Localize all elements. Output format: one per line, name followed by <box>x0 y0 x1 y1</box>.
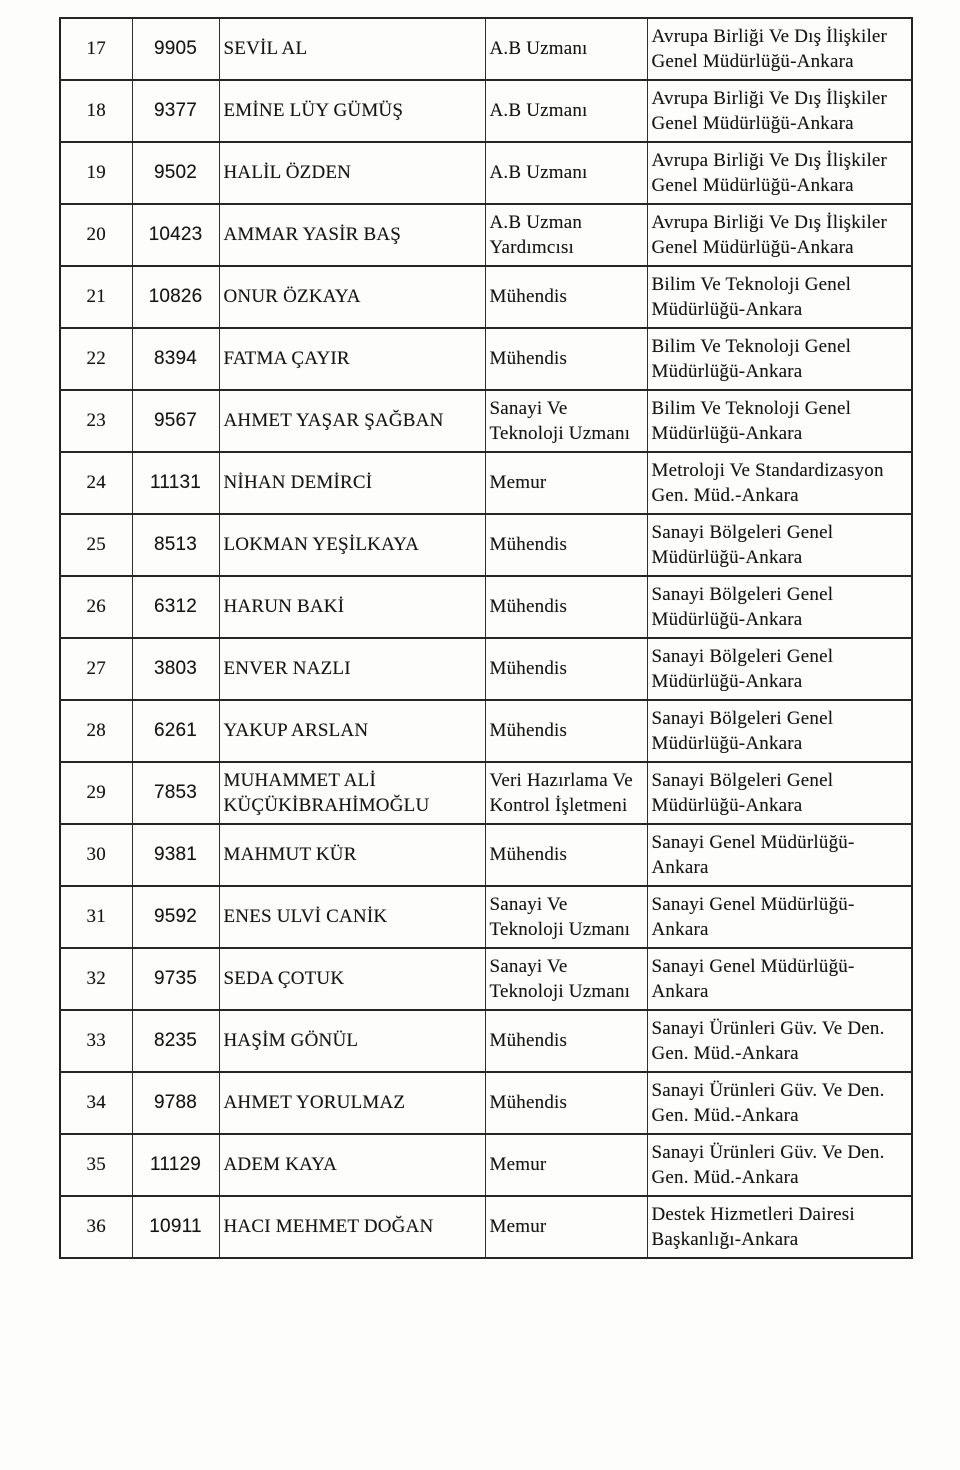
table-row <box>60 328 912 390</box>
cell-registry-number: 9735 <box>132 948 219 1010</box>
cell-department: Sanayi Bölgeleri Genel Müdürlüğü-Ankara <box>647 762 912 824</box>
cell-person-name: SEVİL AL <box>219 18 485 80</box>
table-row <box>60 204 912 266</box>
table-row <box>60 142 912 204</box>
cell-row-number: 19 <box>60 142 132 204</box>
cell-job-title: Mühendis <box>485 638 647 700</box>
table-row <box>60 762 912 824</box>
table-row <box>60 452 912 514</box>
cell-row-number: 30 <box>60 824 132 886</box>
table-row <box>60 638 912 700</box>
cell-row-number: 31 <box>60 886 132 948</box>
cell-department: Sanayi Bölgeleri Genel Müdürlüğü-Ankara <box>647 638 912 700</box>
cell-person-name: LOKMAN YEŞİLKAYA <box>219 514 485 576</box>
cell-job-title: Sanayi Ve Teknoloji Uzmanı <box>485 390 647 452</box>
table-row <box>60 886 912 948</box>
table-row <box>60 576 912 638</box>
cell-registry-number: 9502 <box>132 142 219 204</box>
table-row <box>60 1072 912 1134</box>
cell-job-title: Mühendis <box>485 576 647 638</box>
cell-registry-number: 10911 <box>132 1196 219 1258</box>
table-row <box>60 514 912 576</box>
cell-row-number: 17 <box>60 18 132 80</box>
cell-job-title: Memur <box>485 1134 647 1196</box>
cell-person-name: MAHMUT KÜR <box>219 824 485 886</box>
cell-row-number: 24 <box>60 452 132 514</box>
cell-registry-number: 7853 <box>132 762 219 824</box>
cell-department: Sanayi Genel Müdürlüğü-Ankara <box>647 886 912 948</box>
cell-department: Sanayi Ürünleri Güv. Ve Den. Gen. Müd.-Ankara <box>647 1072 912 1134</box>
cell-person-name: ADEM KAYA <box>219 1134 485 1196</box>
cell-registry-number: 9788 <box>132 1072 219 1134</box>
table-row <box>60 1196 912 1258</box>
cell-person-name: HACI MEHMET DOĞAN <box>219 1196 485 1258</box>
cell-job-title: Memur <box>485 452 647 514</box>
cell-department: Sanayi Bölgeleri Genel Müdürlüğü-Ankara <box>647 514 912 576</box>
cell-row-number: 21 <box>60 266 132 328</box>
cell-registry-number: 6261 <box>132 700 219 762</box>
cell-department: Sanayi Bölgeleri Genel Müdürlüğü-Ankara <box>647 700 912 762</box>
table-row <box>60 700 912 762</box>
cell-person-name: AHMET YAŞAR ŞAĞBAN <box>219 390 485 452</box>
cell-row-number: 27 <box>60 638 132 700</box>
table-row <box>60 80 912 142</box>
cell-registry-number: 8394 <box>132 328 219 390</box>
cell-person-name: HAŞİM GÖNÜL <box>219 1010 485 1072</box>
cell-person-name: MUHAMMET ALİ KÜÇÜKİBRAHİMOĞLU <box>219 762 485 824</box>
cell-job-title: Mühendis <box>485 824 647 886</box>
cell-department: Sanayi Genel Müdürlüğü-Ankara <box>647 824 912 886</box>
cell-department: Metroloji Ve Standardizasyon Gen. Müd.-Ankara <box>647 452 912 514</box>
cell-person-name: NİHAN DEMİRCİ <box>219 452 485 514</box>
cell-job-title: A.B Uzmanı <box>485 80 647 142</box>
cell-department: Avrupa Birliği Ve Dış İlişkiler Genel Müdürlüğü-Ankara <box>647 204 912 266</box>
cell-row-number: 26 <box>60 576 132 638</box>
cell-registry-number: 9592 <box>132 886 219 948</box>
cell-registry-number: 9377 <box>132 80 219 142</box>
cell-person-name: ONUR ÖZKAYA <box>219 266 485 328</box>
cell-registry-number: 10423 <box>132 204 219 266</box>
cell-person-name: HALİL ÖZDEN <box>219 142 485 204</box>
cell-row-number: 22 <box>60 328 132 390</box>
cell-registry-number: 11131 <box>132 452 219 514</box>
table-row <box>60 824 912 886</box>
cell-row-number: 23 <box>60 390 132 452</box>
table-row <box>60 18 912 80</box>
cell-row-number: 32 <box>60 948 132 1010</box>
cell-job-title: A.B Uzman Yardımcısı <box>485 204 647 266</box>
cell-department: Avrupa Birliği Ve Dış İlişkiler Genel Müdürlüğü-Ankara <box>647 18 912 80</box>
cell-person-name: YAKUP ARSLAN <box>219 700 485 762</box>
cell-job-title: Veri Hazırlama Ve Kontrol İşletmeni <box>485 762 647 824</box>
cell-registry-number: 9381 <box>132 824 219 886</box>
cell-person-name: HARUN BAKİ <box>219 576 485 638</box>
cell-department: Avrupa Birliği Ve Dış İlişkiler Genel Müdürlüğü-Ankara <box>647 142 912 204</box>
table-row <box>60 1010 912 1072</box>
cell-department: Sanayi Ürünleri Güv. Ve Den. Gen. Müd.-Ankara <box>647 1134 912 1196</box>
cell-job-title: Mühendis <box>485 1072 647 1134</box>
table-row <box>60 1134 912 1196</box>
personnel-table <box>59 17 913 1259</box>
cell-person-name: FATMA ÇAYIR <box>219 328 485 390</box>
cell-person-name: AMMAR YASİR BAŞ <box>219 204 485 266</box>
cell-row-number: 20 <box>60 204 132 266</box>
cell-registry-number: 9567 <box>132 390 219 452</box>
cell-registry-number: 10826 <box>132 266 219 328</box>
table-row <box>60 948 912 1010</box>
cell-department: Sanayi Ürünleri Güv. Ve Den. Gen. Müd.-Ankara <box>647 1010 912 1072</box>
cell-job-title: Mühendis <box>485 1010 647 1072</box>
cell-registry-number: 8235 <box>132 1010 219 1072</box>
cell-job-title: Mühendis <box>485 266 647 328</box>
cell-row-number: 36 <box>60 1196 132 1258</box>
cell-person-name: SEDA ÇOTUK <box>219 948 485 1010</box>
cell-registry-number: 6312 <box>132 576 219 638</box>
cell-row-number: 28 <box>60 700 132 762</box>
cell-person-name: EMİNE LÜY GÜMÜŞ <box>219 80 485 142</box>
cell-row-number: 29 <box>60 762 132 824</box>
cell-job-title: A.B Uzmanı <box>485 142 647 204</box>
cell-row-number: 18 <box>60 80 132 142</box>
cell-registry-number: 8513 <box>132 514 219 576</box>
cell-job-title: Sanayi Ve Teknoloji Uzmanı <box>485 948 647 1010</box>
cell-registry-number: 3803 <box>132 638 219 700</box>
cell-registry-number: 11129 <box>132 1134 219 1196</box>
cell-row-number: 35 <box>60 1134 132 1196</box>
cell-registry-number: 9905 <box>132 18 219 80</box>
cell-person-name: ENVER NAZLI <box>219 638 485 700</box>
cell-job-title: Sanayi Ve Teknoloji Uzmanı <box>485 886 647 948</box>
cell-department: Bilim Ve Teknoloji Genel Müdürlüğü-Ankara <box>647 328 912 390</box>
cell-job-title: Mühendis <box>485 700 647 762</box>
cell-department: Destek Hizmetleri Dairesi Başkanlığı-Ankara <box>647 1196 912 1258</box>
table-row <box>60 266 912 328</box>
personnel-table-body <box>60 18 912 1258</box>
cell-person-name: ENES ULVİ CANİK <box>219 886 485 948</box>
cell-job-title: Mühendis <box>485 328 647 390</box>
cell-department: Bilim Ve Teknoloji Genel Müdürlüğü-Ankara <box>647 266 912 328</box>
cell-department: Sanayi Bölgeleri Genel Müdürlüğü-Ankara <box>647 576 912 638</box>
cell-department: Bilim Ve Teknoloji Genel Müdürlüğü-Ankara <box>647 390 912 452</box>
cell-job-title: Mühendis <box>485 514 647 576</box>
cell-department: Avrupa Birliği Ve Dış İlişkiler Genel Müdürlüğü-Ankara <box>647 80 912 142</box>
cell-job-title: Memur <box>485 1196 647 1258</box>
cell-row-number: 34 <box>60 1072 132 1134</box>
cell-person-name: AHMET YORULMAZ <box>219 1072 485 1134</box>
cell-row-number: 33 <box>60 1010 132 1072</box>
cell-job-title: A.B Uzmanı <box>485 18 647 80</box>
table-row <box>60 390 912 452</box>
cell-department: Sanayi Genel Müdürlüğü-Ankara <box>647 948 912 1010</box>
cell-row-number: 25 <box>60 514 132 576</box>
